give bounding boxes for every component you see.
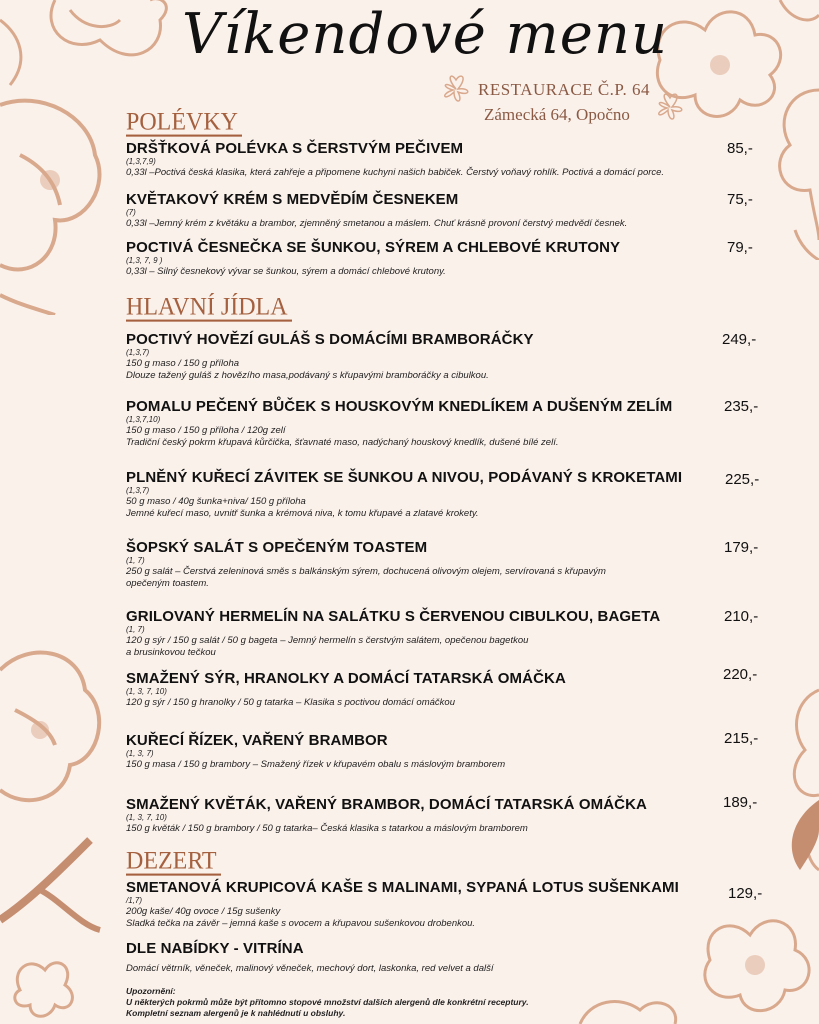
restaurant-address: Zámecká 64, Opočno <box>484 105 630 124</box>
menu-item <box>126 732 766 771</box>
item-price: 179,- <box>724 539 759 556</box>
menu-item <box>126 140 766 179</box>
item-price: 75,- <box>727 191 753 208</box>
item-description: Domácí větrník, věneček, malinový věneček, mechový dort, laskonka, red velvet a další <box>126 963 494 974</box>
item-description: 0,33l – Silný česnekový vývar se šunkou, sýrem a domácí chlebové krutony. <box>126 266 446 277</box>
item-allergens: (1, 3, 7, 10) <box>126 813 167 822</box>
item-allergens: (1,3,7,10) <box>126 415 161 424</box>
item-name: ŠOPSKÝ SALÁT S OPEČENÝM TOASTEM <box>126 539 428 556</box>
item-price: 210,- <box>724 608 759 625</box>
item-description: Tradiční český pokrm křupavá kůrčička, šťavnaté maso, nadýchaný houskový knedlík, dušené bílé zelí. <box>126 437 559 448</box>
item-name: PLNĚNÝ KUŘECÍ ZÁVITEK SE ŠUNKOU A NIVOU, PODÁVANÝ S KROKETAMI <box>126 469 683 486</box>
restaurant-name: RESTAURACE Č.P. 64 <box>478 80 651 99</box>
menu-item <box>126 191 766 230</box>
item-description: 150 g květák / 150 g brambory / 50 g tatarka– Česká klasika s tatarkou a máslovým bramborem <box>126 823 528 834</box>
floral-decoration-left-upper <box>0 95 120 315</box>
item-price: 189,- <box>723 794 758 811</box>
item-portion: 150 g maso / 150 g příloha / 120g zelí <box>126 425 286 436</box>
item-description: Sladká tečka na závěr – jemná kaše s ovocem a křupavou sušenkovou drobenkou. <box>126 918 476 929</box>
item-price: 235,- <box>724 398 759 415</box>
section-heading-dessert: DEZERT <box>126 848 221 875</box>
notice-title: Upozornění: <box>126 986 176 996</box>
item-allergens: (1, 7) <box>126 556 145 565</box>
item-allergens: (1, 3, 7, 10) <box>126 687 167 696</box>
menu-item <box>126 879 766 930</box>
section-heading-soups: POLÉVKY <box>126 109 242 136</box>
item-description: Dlouze tažený guláš z hovězího masa,podávaný s křupavými bramboráčky a cibulkou. <box>126 370 489 381</box>
item-name: SMAŽENÝ KVĚTÁK, VAŘENÝ BRAMBOR, DOMÁCÍ TATARSKÁ OMÁČKA <box>126 796 647 813</box>
small-flower-icon-1 <box>436 72 476 106</box>
item-price: 215,- <box>724 730 759 747</box>
item-allergens: (1,3,7,9) <box>126 157 156 166</box>
floral-decoration-left-lower <box>0 640 110 820</box>
item-description-cont: opečeným toastem. <box>126 578 209 589</box>
item-description-cont: a brusinkovou tečkou <box>126 647 216 658</box>
item-name: POMALU PEČENÝ BŮČEK S HOUSKOVÝM KNEDLÍKEM A DUŠENÝM ZELÍM <box>126 398 673 415</box>
item-price: 225,- <box>725 471 760 488</box>
item-price: 220,- <box>723 666 758 683</box>
menu-item <box>126 940 766 975</box>
section-heading-mains: HLAVNÍ JÍDLA <box>126 294 292 321</box>
floral-decoration-right-lower <box>760 680 819 920</box>
branch-decoration-left <box>0 830 120 940</box>
item-name: KVĚTAKOVÝ KRÉM S MEDVĚDÍM ČESNEKEM <box>126 191 459 208</box>
item-price: 79,- <box>727 239 753 256</box>
menu-item <box>126 539 766 590</box>
item-description: 120 g sýr / 150 g hranolky / 50 g tatarka – Klasika s poctivou domácí omáčkou <box>126 697 455 708</box>
item-allergens: (1,3,7) <box>126 348 150 357</box>
item-price: 249,- <box>722 331 757 348</box>
item-description: Jemné kuřecí maso, uvnitř šunka a krémová niva, k tomu křupavé a zlatavé krokety. <box>126 508 479 519</box>
item-name: POCTIVÝ HOVĚZÍ GULÁŠ S DOMÁCÍMI BRAMBORÁČKY <box>126 331 534 348</box>
item-allergens: (1, 7) <box>126 625 145 634</box>
small-flower-icon-2 <box>650 90 690 124</box>
item-description: 120 g sýr / 150 g salát / 50 g bageta – Jemný hermelín s čerstvým salátem, opečenou bagetkou <box>126 635 529 646</box>
item-name: DLE NABÍDKY - VITRÍNA <box>126 940 304 957</box>
item-price: 129,- <box>728 885 763 902</box>
menu-item <box>126 608 766 659</box>
menu-item <box>126 239 766 278</box>
flower-decoration-bottom-left <box>0 950 120 1024</box>
item-allergens: (7) <box>126 208 136 217</box>
menu-title: Víkendové menu <box>182 2 669 67</box>
item-name: SMAŽENÝ SÝR, HRANOLKY A DOMÁCÍ TATARSKÁ OMÁČKA <box>126 670 566 687</box>
item-description: 0,33l –Jemný krém z květáku a brambor, zjemněný smetanou a máslem. Chuť krásně provoní čerstvý medvědí česnek. <box>126 218 628 229</box>
item-description: 150 g masa / 150 g brambory – Smažený řízek v křupavém obalu s máslovým bramborem <box>126 759 506 770</box>
item-allergens: (1,3,7) <box>126 486 150 495</box>
notice-line: U některých pokrmů může být přítomno stopové množství dalších alergenů dle konkrétní receptury. <box>126 997 529 1007</box>
item-price: 85,- <box>727 140 753 157</box>
notice-line: Kompletní seznam alergenů je k nahlédnutí u obsluhy. <box>126 1008 346 1018</box>
item-name: SMETANOVÁ KRUPICOVÁ KAŠE S MALINAMI, SYPANÁ LOTUS SUŠENKAMI <box>126 879 679 896</box>
item-name: GRILOVANÝ HERMELÍN NA SALÁTKU S ČERVENOU CIBULKOU, BAGETA <box>126 608 661 625</box>
menu-item <box>126 398 766 449</box>
item-description: 0,33l –Poctivá česká klasika, která zahřeje a připomene kuchyni našich babiček. Čerstvý voňavý rohlík. Poctivá a domácí porce. <box>126 167 665 178</box>
item-description: 250 g salát – Čerstvá zeleninová směs s balkánským sýrem, dochucená olivovým olejem, servírovaná s křupavým <box>126 566 606 577</box>
menu-item <box>126 670 766 709</box>
item-allergens: /1,7) <box>126 896 143 905</box>
item-portion: 50 g maso / 40g šunka+niva/ 150 g příloha <box>126 496 306 507</box>
menu-item <box>126 796 766 835</box>
item-portion: 200g kaše/ 40g ovoce / 15g sušenky <box>126 906 281 917</box>
item-allergens: (1, 3, 7) <box>126 749 154 758</box>
item-name: KUŘECÍ ŘÍZEK, VAŘENÝ BRAMBOR <box>126 732 388 749</box>
floral-decoration-top-left <box>0 0 180 100</box>
menu-item <box>126 469 766 520</box>
item-allergens: (1,3, 7, 9 ) <box>126 256 163 265</box>
item-name: DRŠŤKOVÁ POLÉVKA S ČERSTVÝM PEČIVEM <box>126 140 464 157</box>
item-portion: 150 g maso / 150 g příloha <box>126 358 240 369</box>
item-name: POCTIVÁ ČESNEČKA SE ŠUNKOU, SÝREM A CHLEBOVÉ KRUTONY <box>126 239 621 256</box>
menu-item <box>126 331 766 382</box>
allergen-notice <box>126 986 529 1019</box>
